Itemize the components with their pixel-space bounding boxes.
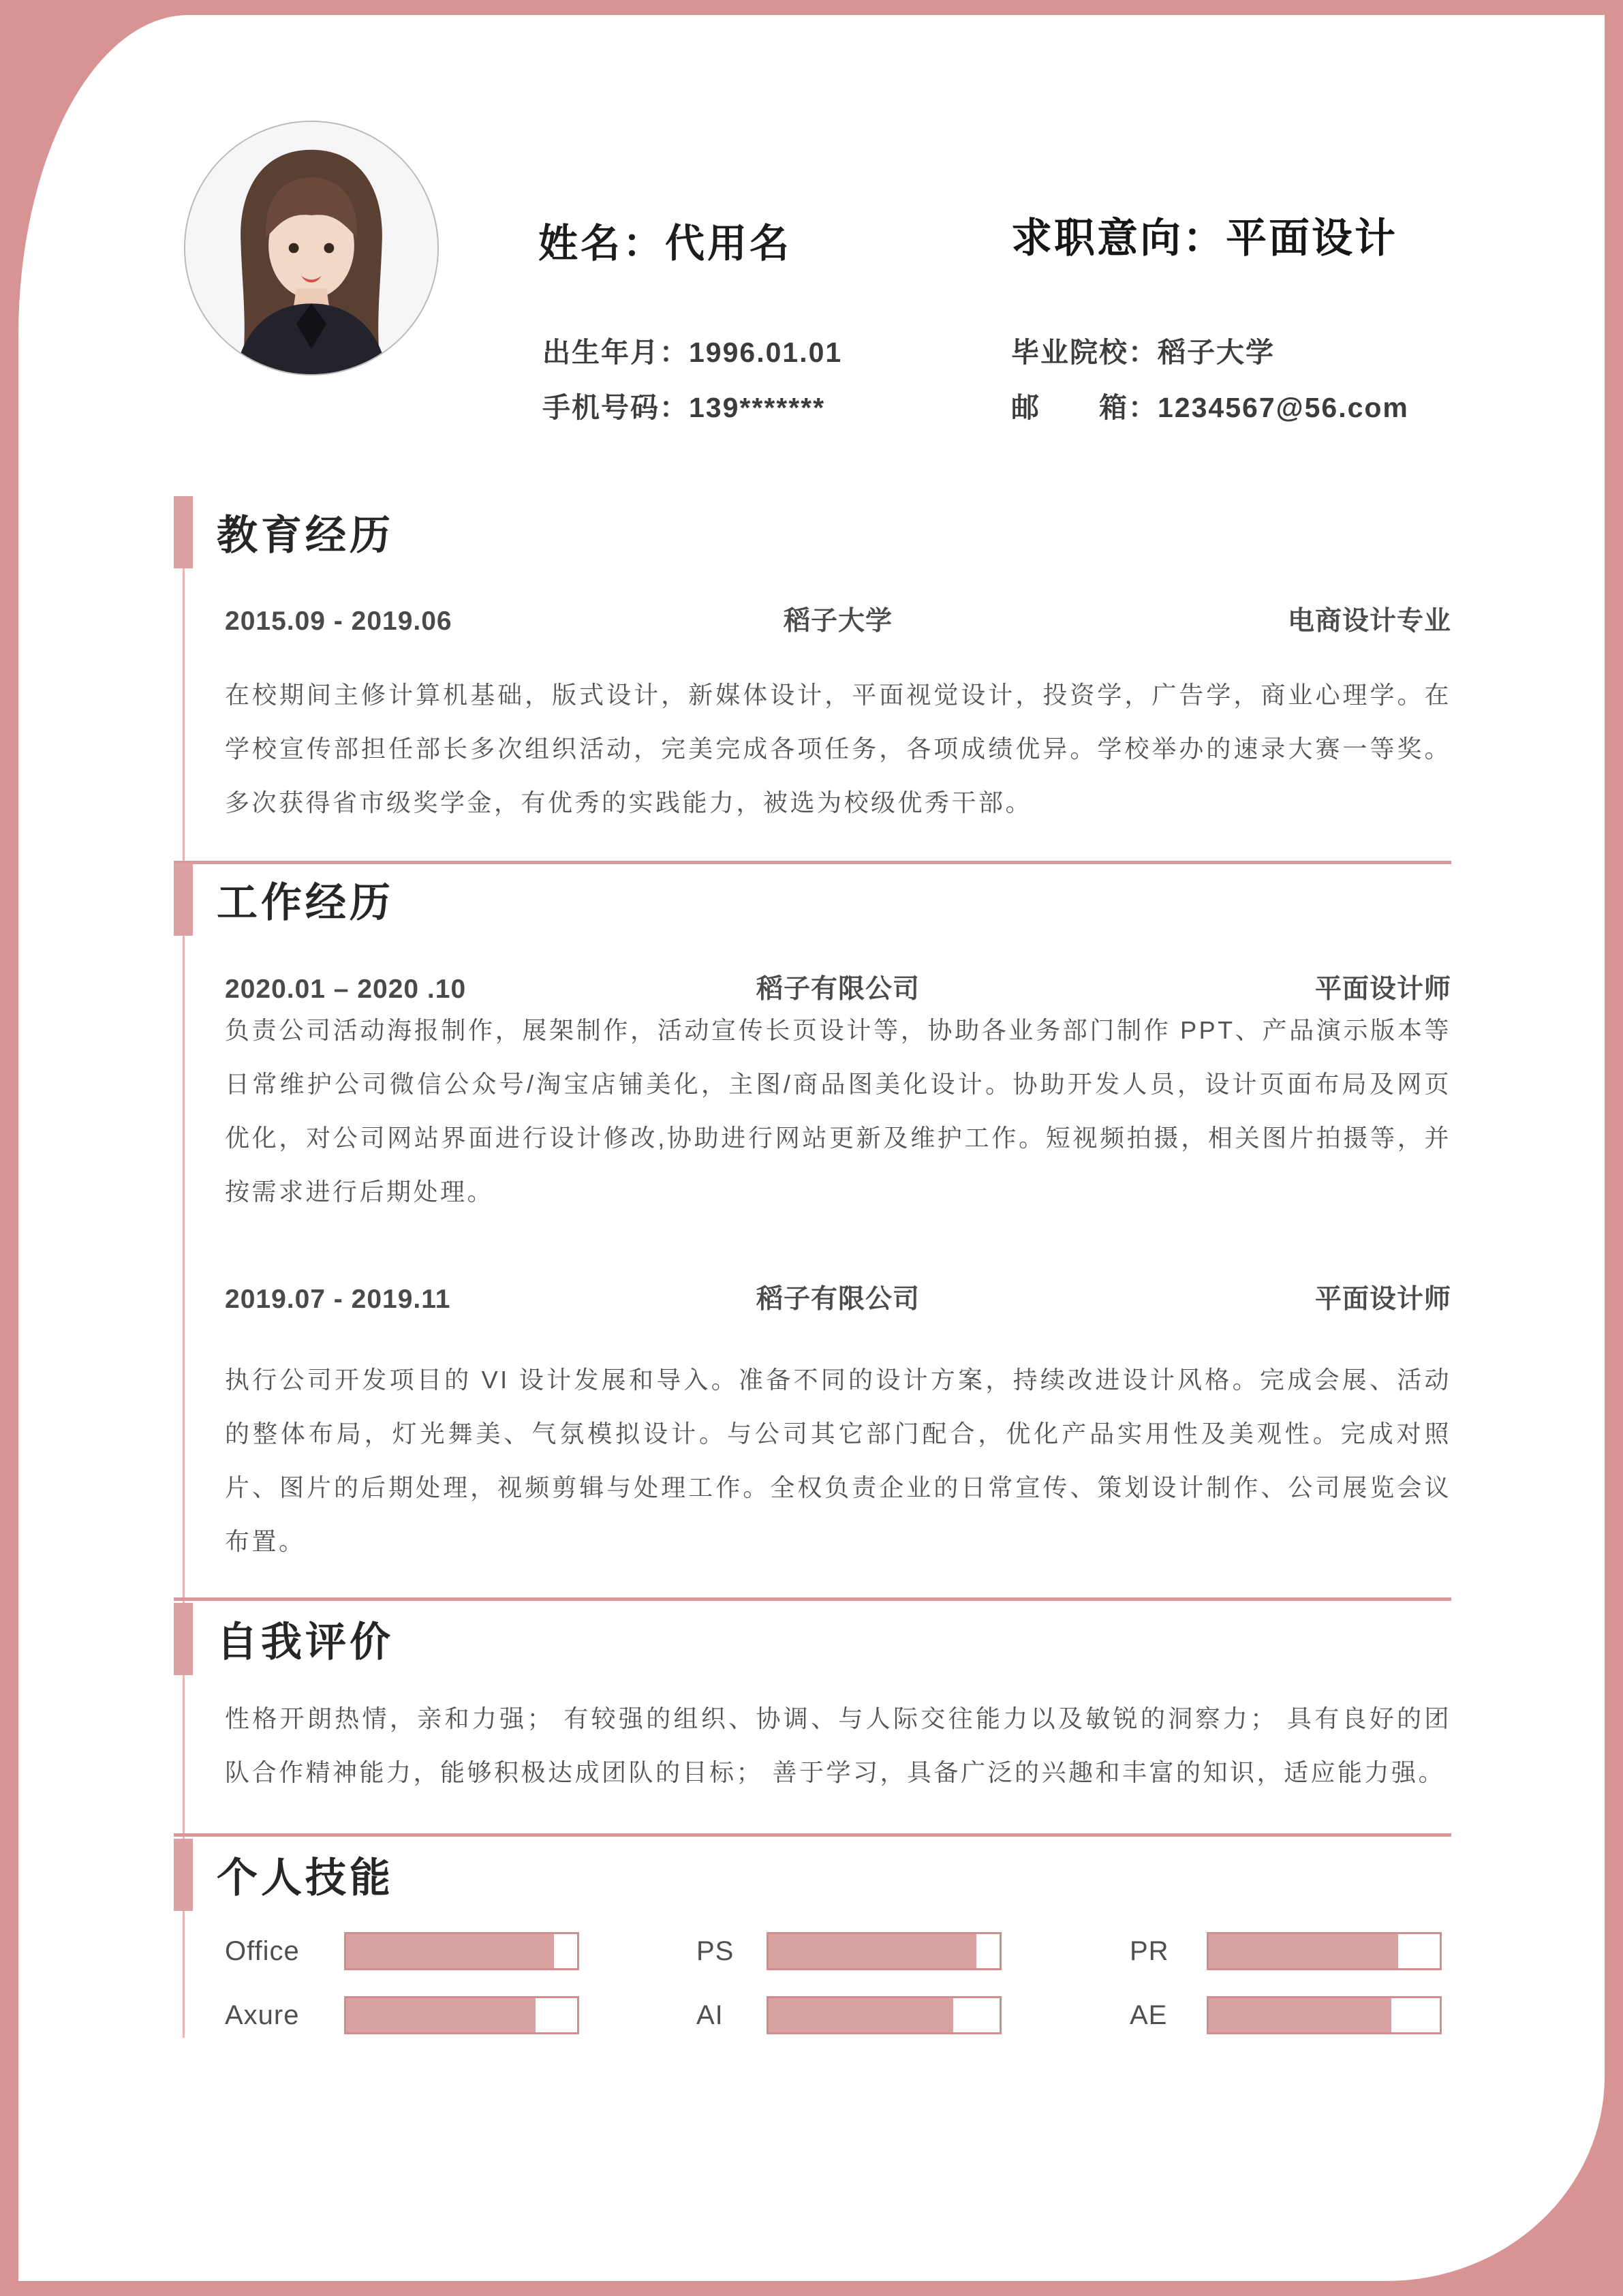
education-section-accent-bar xyxy=(174,496,193,568)
email-label: 邮 箱： xyxy=(1011,392,1158,423)
skill-bar-fill xyxy=(1209,1934,1398,1968)
skill-name: AI xyxy=(696,2000,724,2030)
self-evaluation-accent-bar xyxy=(174,1603,193,1675)
name-line xyxy=(538,211,792,269)
education-period: 2015.09 - 2019.06 xyxy=(225,607,452,636)
skill-item xyxy=(1130,1996,1442,2034)
work-description: 负责公司活动海报制作，展架制作，活动宣传长页设计等，协助各业务部门制作 PPT、产品演示版本等日常维护公司微信公众号/淘宝店铺美化，主图/商品图美化设计。协助开发人员，设计页面布局及网页优化，对公司网站界面进行设计修改,协助进行网站更新及维护工作。短视频拍摄，相关图片拍摄等，并按需求进行后期处理。 xyxy=(225,1016,1451,1206)
skills-section-accent-bar xyxy=(174,1839,193,1911)
skill-item xyxy=(1130,1932,1442,1970)
skill-name: Office xyxy=(225,1935,300,1966)
objective-value: 平面设计 xyxy=(1226,215,1397,261)
skill-item xyxy=(225,1996,579,2034)
name-value: 代用名 xyxy=(665,221,792,266)
objective-line xyxy=(1011,206,1397,264)
work-company: 稻子有限公司 xyxy=(756,1285,920,1314)
skills-section-title: 个人技能 xyxy=(217,1855,394,1901)
work-entry-row xyxy=(225,1278,1451,1316)
education-school: 稻子大学 xyxy=(783,607,893,636)
education-entry-row xyxy=(225,600,1451,638)
skill-bar-fill xyxy=(346,1998,536,2032)
self-evaluation-title: 自我评价 xyxy=(217,1619,394,1665)
education-major: 电商设计专业 xyxy=(1287,607,1451,636)
skill-bar-track xyxy=(767,1996,1002,2034)
work-role: 平面设计师 xyxy=(1314,975,1451,1004)
work-section-title: 工作经历 xyxy=(217,880,394,925)
work-period: 2020.01 – 2020 .10 xyxy=(225,975,467,1004)
skill-bar-fill xyxy=(769,1934,976,1968)
education-section-title: 教育经历 xyxy=(217,512,394,558)
skill-bar-track xyxy=(1207,1932,1442,1970)
email-value: 1234567@56.com xyxy=(1158,392,1409,423)
skill-bar-track xyxy=(1207,1996,1442,2034)
skill-bar-track xyxy=(767,1932,1002,1970)
work-section-accent-bar xyxy=(174,863,193,936)
email-field xyxy=(1011,385,1409,425)
person-portrait xyxy=(185,122,437,374)
skill-bar-fill xyxy=(1209,1998,1391,2032)
work-company: 稻子有限公司 xyxy=(756,975,920,1004)
birth-date-value: 1996.01.01 xyxy=(689,337,843,368)
self-evaluation-description: 性格开朗热情，亲和力强； 有较强的组织、协调、与人际交往能力以及敏锐的洞察力； 具有良好的团队合作精神能力，能够积极达成团队的目标； 善于学习，具备广泛的兴趣和丰富的知识，适应能力强。 xyxy=(225,1704,1451,1786)
name-label: 姓名： xyxy=(538,221,666,266)
skill-item xyxy=(696,1996,1002,2034)
school-field xyxy=(1011,330,1275,370)
section-divider xyxy=(174,1833,1451,1837)
skill-bar-fill xyxy=(346,1934,554,1968)
section-divider xyxy=(174,1597,1451,1601)
phone-label: 手机号码： xyxy=(542,392,689,423)
objective-label: 求职意向： xyxy=(1011,215,1226,261)
skill-bar-track xyxy=(344,1932,579,1970)
school-value: 稻子大学 xyxy=(1158,337,1275,368)
birth-date-label: 出生年月： xyxy=(542,337,689,368)
skill-name: Axure xyxy=(225,2000,300,2030)
skill-bar-fill xyxy=(769,1998,953,2032)
work-entry-row xyxy=(225,968,1451,1006)
birth-date-field xyxy=(542,330,842,370)
work-description: 执行公司开发项目的 VI 设计发展和导入。准备不同的设计方案，持续改进设计风格。完成会展、活动的整体布局，灯光舞美、气氛模拟设计。与公司其它部门配合，优化产品实用性及美观性。完成对照片、图片的后期处理，视频剪辑与处理工作。全权负责企业的日常宣传、策划设计制作、公司展览会议布置。 xyxy=(225,1366,1451,1555)
phone-value: 139******* xyxy=(689,392,826,423)
skill-name: PS xyxy=(696,1935,735,1966)
work-role: 平面设计师 xyxy=(1314,1285,1451,1314)
skill-item xyxy=(696,1932,1002,1970)
school-label: 毕业院校： xyxy=(1011,337,1158,368)
education-description: 在校期间主修计算机基础，版式设计，新媒体设计，平面视觉设计，投资学，广告学，商业心理学。在学校宣传部担任部长多次组织活动，完美完成各项任务，各项成绩优异。学校举办的速录大赛一等奖。多次获得省市级奖学金，有优秀的实践能力，被选为校级优秀干部。 xyxy=(225,681,1451,816)
skill-item xyxy=(225,1932,579,1970)
work-period: 2019.07 - 2019.11 xyxy=(225,1285,451,1314)
skill-bar-track xyxy=(344,1996,579,2034)
profile-photo xyxy=(184,121,439,376)
section-connector-line xyxy=(183,568,185,2038)
skill-name: AE xyxy=(1130,2000,1168,2030)
phone-field xyxy=(542,385,825,425)
skill-name: PR xyxy=(1130,1935,1169,1966)
